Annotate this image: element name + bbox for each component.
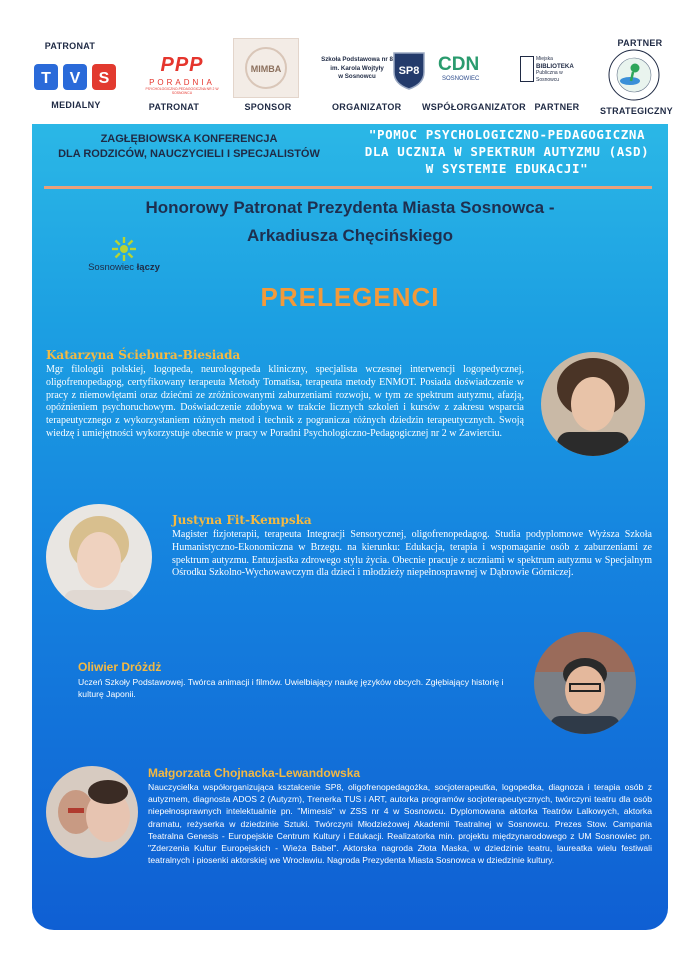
- svg-text:V: V: [69, 70, 81, 87]
- speaker-photo: [534, 632, 636, 734]
- ppp-mark: [144, 54, 220, 74]
- label-patronat-medialny-top: PATRONAT: [44, 41, 96, 51]
- sponsor-logo-text: MIMBA: [250, 64, 282, 74]
- school-line-1: Szkoła Podstawowa nr 8: [321, 56, 393, 63]
- svg-text:PPP: PPP: [160, 54, 204, 74]
- speaker-portrait-image: [46, 504, 152, 610]
- sponsor-bar: [0, 0, 700, 124]
- speaker-bio: Nauczycielka współorganizująca kształcenie SP8, oligofrenopedagożka, socjoterapeutka, logopedka, diagnoza i terapia osób z autyzmem, diagnosta ADOS 2 (Autyzm), Trenerka TUS i ART, autorka programów socjoterapeutycznych, twórczyni teatru dla osób niepełnosprawnych intelektualnie pn. "Mimesis" w ZSS nr 4 w Sosnowcu. Dyplomowana aktorka Teatrów Lalkowych, aktorka dramatu, reżyserka w dziedzinie Sztuki. Twórczyni Młodzieżowej Akademii Teatralnej w Sosnowcu. Prezes Stow. Campania Teatralna Genesis - Europejskie Centrum Kultury i Edukacji. Realizatorka min. projektu międzynarodowego z UM Sosnowiec pn. "Zderzenia Kultur Europejskich - Wieża Babel". Aktorska nagroda Złota Maska, w dziedzinie teatru, laureatka wielu festiwali teatralnych i piosenki aktorskiej we Wrocławiu. Nagroda Prezydenta Miasta Sosnowca w dziedzinie kultury.: [148, 782, 652, 866]
- sosnowiec-sun-icon: [84, 236, 164, 264]
- school-line-2: im. Karola Wojtyły: [330, 64, 384, 72]
- conference-topic-line-3: W SYSTEMIE EDUKACJI": [425, 161, 589, 176]
- section-title: PRELEGENCI: [260, 282, 440, 312]
- book-icon: [520, 56, 534, 82]
- poradnia-logo: [144, 54, 220, 98]
- cdn-sub: SOSNOWIEC: [442, 76, 480, 82]
- label-patronat: PATRONAT: [148, 102, 200, 112]
- sp8-shield: [392, 50, 426, 90]
- library-line-2: BIBLIOTEKA: [536, 63, 574, 70]
- label-wspolorganizator: WSPÓŁORGANIZATOR: [422, 102, 526, 112]
- library-logo: [520, 56, 580, 84]
- speaker-photo: [541, 352, 645, 456]
- speaker-name: Oliwier Dróżdż: [78, 660, 162, 674]
- conference-topic-line-1: "POMOC PSYCHOLOGICZNO-PEDAGOGICZNA: [368, 127, 646, 142]
- header-divider: [44, 186, 652, 189]
- sosnowiec-laczy-logo: [84, 236, 164, 276]
- tvs-logo-graphic: [34, 64, 116, 90]
- sp8-logo: [392, 50, 426, 90]
- cdn-logo: [436, 54, 506, 88]
- honorary-line-1: Honorowy Patronat Prezydenta Miasta Sosnowca -: [145, 198, 555, 217]
- sosnowiec-laczy-text: [84, 262, 164, 273]
- ppp-subtitle: PSYCHOLOGICZNO-PEDAGOGICZNA NR 2 W SOSNOWCU: [145, 87, 219, 95]
- svg-text:T: T: [41, 70, 51, 87]
- sponsor-logo: [233, 38, 299, 98]
- sosnowiec-word: Sosnowiec: [88, 262, 135, 273]
- laczy-word: łączy: [136, 262, 160, 273]
- label-medialny: MEDIALNY: [51, 100, 101, 110]
- label-partner: PARTNER: [534, 102, 580, 112]
- ppp-word: PORADNIA: [149, 78, 215, 87]
- svg-text:S: S: [98, 70, 110, 87]
- conference-name-line-2: DLA RODZICÓW, NAUCZYCIELI I SPECJALISTÓW: [58, 148, 320, 160]
- library-line-3: Publiczna w Sosnowcu: [536, 70, 563, 83]
- speaker-name: Katarzyna Ściebura-Biesiada: [46, 348, 241, 362]
- label-organizator: ORGANIZATOR: [332, 102, 402, 112]
- conference-name-line-1: ZAGŁĘBIOWSKA KONFERENCJA: [100, 133, 278, 145]
- speaker-portrait-image: [46, 766, 138, 858]
- speaker-bio: Magister fizjoterapii, terapeuta Integracji Sensorycznej, oligofrenopedagog. Studia podyplomowe Wyższa Szkoła Humanistyczno-Ekonomiczna w Brzegu. na kierunku: Edukacja, terapia i wspomaganie osób z zaburzeniami ze spektrum autyzmu. Entuzjastka zdrowego stylu życia. Obecnie pracuje z uczniami w spektrum autyzmu w Specjalnym Ośrodku Szkolno-Wychowawczym dla dzieci i młodzieży niepełnosprawnej w Dąbrowie Górniczej.: [172, 529, 652, 579]
- sponsor-logo-graphic: [234, 39, 298, 97]
- cdn-text: CDN: [438, 54, 480, 75]
- label-partner-top: PARTNER: [617, 38, 663, 48]
- conference-topic: [352, 126, 662, 177]
- speaker-name: Małgorzata Chojnacka-Lewandowska: [148, 766, 361, 780]
- label-sponsor: SPONSOR: [244, 102, 292, 112]
- tvs-logo: [34, 64, 116, 90]
- speaker-name: Justyna Fit-Kempska: [172, 513, 312, 527]
- conference-topic-line-2: DLA UCZNIA W SPEKTRUM AUTYZMU (ASD): [364, 144, 650, 159]
- conference-name: [44, 132, 334, 162]
- speaker-portrait-image: [534, 632, 636, 734]
- speaker-bio: Mgr filologii polskiej, logopeda, neurologopeda kliniczny, specjalista wczesnej interwencji logopedycznej, oligofrenopedagog, certyfikowany terapeuta Metody Tomatisa, terapeuta metody ENMOT. Posiada doświadczenie w pracy z niemowlętami oraz dziećmi ze zróżnicowanymi zaburzeniami rozwoju, w tym ze spektrum autyzmu, afazją, opóźnieniem psychoruchowym. Doświadczenie zdobywa w trakcie licznych szkoleń i kursów z zakresu wsparcia terapeutycznego z wykorzystaniem różnych metod i technik z pogranicza różnych dziedzin terapeutycznych. Swoją wiedzę i umiejętności wykorzystuje obecnie w pracy w Poradni Psychologiczno-Pedagogicznej nr 2 w Zawierciu.: [46, 364, 524, 439]
- speaker-portrait-image: [541, 352, 645, 456]
- library-line-1: Miejska: [536, 56, 553, 62]
- school-name: [309, 56, 405, 82]
- sp8-text: SP8: [398, 65, 420, 77]
- conference-poster: [32, 124, 668, 930]
- speaker-bio: Uczeń Szkoły Podstawowej. Twórca animacji i filmów. Uwielbiający naukę języków obcych. Zgłębiający historię i kulturę Japonii.: [78, 677, 504, 700]
- strategic-partner-logo: [602, 48, 666, 102]
- honorary-line-2: Arkadiusza Chęcińskiego: [247, 226, 453, 245]
- speaker-photo: [46, 766, 138, 858]
- strategic-partner-emblem: [602, 48, 666, 102]
- speaker-photo: [46, 504, 152, 610]
- label-strategiczny: STRATEGICZNY: [600, 106, 673, 116]
- school-line-3: w Sosnowcu: [338, 73, 376, 80]
